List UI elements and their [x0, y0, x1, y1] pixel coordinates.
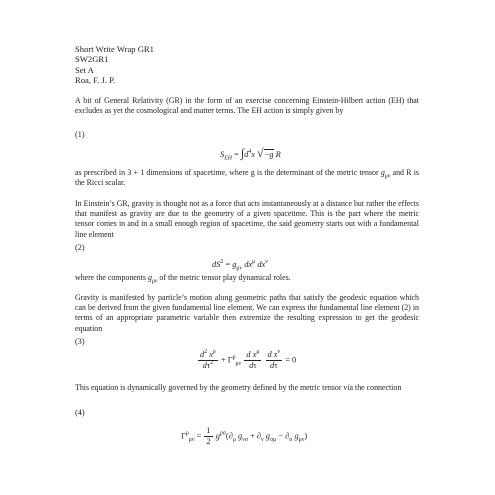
- header-code: SW2GR1: [75, 54, 109, 65]
- paragraph-prescribed-text-b: and R is the Ricci scalar.: [75, 168, 419, 188]
- paragraph-intro: A bit of General Relativity (GR) in the form of an exercise concerning Einstein-Hilbert action (EH) that excludes as yet the cosmological and matter terms. The EH action is simply given by: [75, 96, 419, 116]
- header-title: Short Write Wrap GR1: [75, 44, 154, 54]
- equation-line-element: $dS^2 = g_{\mu\nu}$ $dx^\mu$ $dx^\nu$: [212, 259, 268, 272]
- equation-number-2: (2): [75, 243, 85, 252]
- paragraph-components-text-a: where the components: [75, 273, 146, 282]
- equation-eh-action: $S_{EH} = \int d^4x$ √−g R: [220, 146, 281, 162]
- header-set: Set A: [75, 64, 94, 75]
- header-author: Roa, F. J. P.: [75, 75, 116, 86]
- metric-tensor-symbol: $g_{\mu\nu}$: [380, 168, 391, 180]
- metric-components-symbol: $g_{\mu\nu}$: [147, 273, 158, 285]
- paragraph-prescribed-text-a: as prescribed in 3 + 1 dimensions of spacetime, where g is the determinant of the metric tensor: [75, 168, 379, 177]
- paragraph-geodesic: Gravity is manifested by particle’s motion along geometric paths that satisfy the geodesic equation which can be derived from the given fundamental line element. We can express the fundamental line element (2) in terms of an appropriate parametric variable then extremize the resulting expression to get the geodesic equation: [75, 293, 419, 333]
- paragraph-connection: This equation is dynamically governed by the geometry defined by the metric tensor via the connection: [75, 383, 402, 392]
- equation-geodesic: $\frac{d^2 x^\rho}{d\tau^2}$ + $\Gamma^\rho_{\mu\nu}$ $\frac{d x^\mu}{d\tau}$ $\frac{d x^\nu}{d\tau}$ = 0: [200, 349, 297, 370]
- paragraph-components-text-b: of the metric tensor play dynamical roles.: [159, 273, 291, 282]
- equation-christoffel: $\Gamma^\rho_{\mu\nu}$ = $\frac{1}{2}$ $g^{\rho\sigma}(\partial_\mu$ $g_{\nu\sigma} + \partial_\nu$ $g_{\sigma\mu} - \partial_\sigma$ $g_{\mu\nu}$): [181, 426, 308, 446]
- equation-number-4: (4): [75, 408, 85, 417]
- paragraph-geometry: In Einstein’s GR, gravity is thought not as a force that acts instantaneously at a distance but rather the effects that manifest as gravity are due to the geometry of a given spacetime. This is the part where the metric tensor comes in and in a small enough region of spacetime, the said geometry starts out with a fundamental line element: [75, 199, 419, 239]
- paragraph-components: [75, 273, 419, 283]
- document-header: [75, 44, 154, 86]
- paragraph-prescribed: [75, 168, 419, 188]
- equation-number-3: (3): [75, 337, 85, 346]
- equation-number-1: (1): [75, 130, 85, 139]
